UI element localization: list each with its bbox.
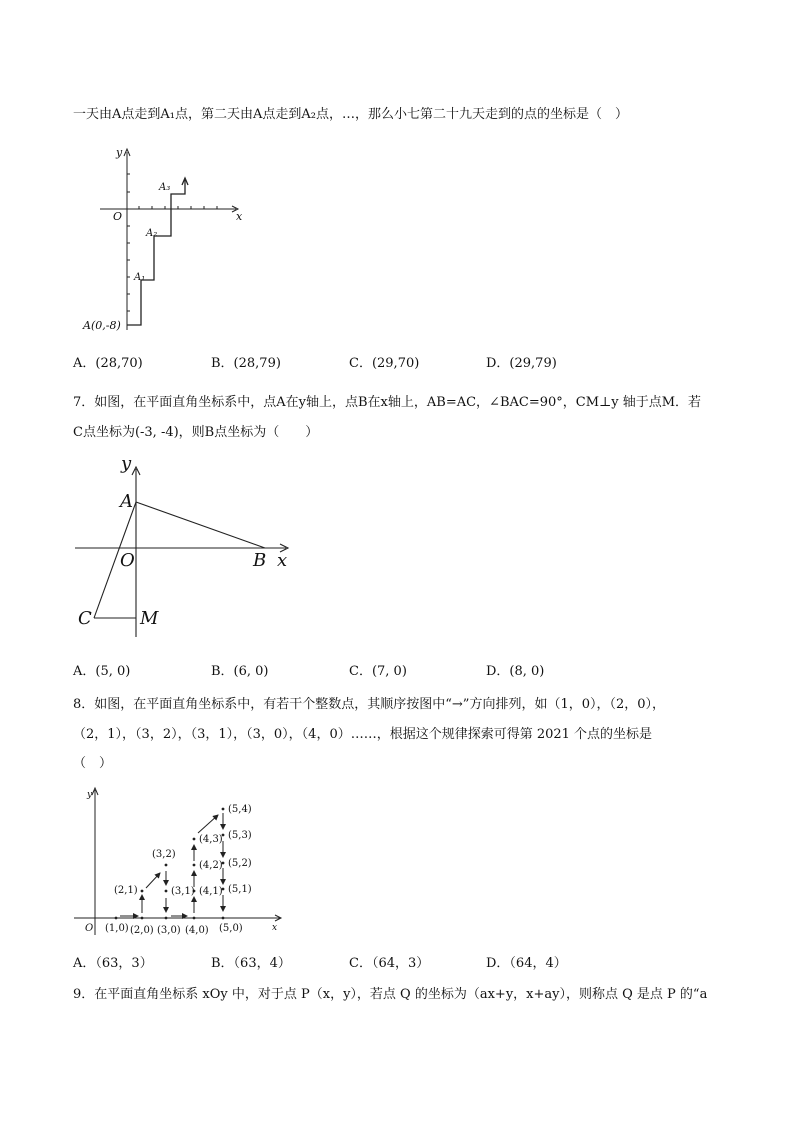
q7-option-c[interactable]: C．(7, 0)	[349, 664, 407, 679]
q6-staircase-figure	[78, 140, 258, 350]
q8-point-label: (5,2)	[228, 858, 252, 869]
q6-option-d[interactable]: D．(29,79)	[486, 356, 557, 371]
q7-segment-ab	[136, 502, 265, 548]
q8-option-b[interactable]: B．（63，4）	[211, 956, 291, 971]
q8-option-c[interactable]: C．（64，3）	[349, 956, 430, 971]
q6-a2-label: A₂	[146, 228, 158, 239]
q7-option-a[interactable]: A．(5, 0)	[73, 664, 131, 679]
q6-y-label: y	[116, 146, 123, 159]
q8-arrow-21-32	[146, 873, 160, 888]
q7-point-c-label: C	[78, 608, 92, 629]
q8-point-label: (3,2)	[152, 849, 176, 860]
q8-point-label: (2,0)	[130, 925, 154, 936]
q6-a-label: A(0,-8)	[83, 319, 121, 332]
q8-point-label: (4,2)	[199, 860, 223, 871]
q6-staircase-path	[127, 180, 185, 325]
q7-option-b[interactable]: B．(6, 0)	[211, 664, 269, 679]
q8-point-label: (4,0)	[185, 925, 209, 936]
q8-text-line1: 8．如图，在平面直角坐标系中，有若干个整数点，其顺序按图中“→”方向排列，如（1，0），（2，0），	[73, 697, 666, 712]
q6-option-b[interactable]: B．(28,79)	[211, 356, 281, 371]
q8-text-line3: （ ）	[73, 756, 113, 771]
q7-option-d[interactable]: D．(8, 0)	[486, 664, 545, 679]
q8-option-a[interactable]: A．（63，3）	[73, 956, 153, 971]
q8-point-label: (5,1)	[228, 884, 252, 895]
q6-origin-label: O	[113, 210, 123, 223]
q6-x-label: x	[236, 210, 243, 223]
q8-point-label: (5,4)	[228, 804, 252, 815]
q6-option-c[interactable]: C．(29,70)	[349, 356, 420, 371]
q8-arrow-43-54	[198, 815, 218, 833]
q7-text-line2: C点坐标为(-3, -4)，则B点坐标为（ ）	[73, 425, 319, 440]
q7-triangle-figure	[70, 455, 310, 645]
q7-point-m-label: M	[140, 608, 159, 629]
q7-point-a-label: A	[120, 491, 133, 512]
q6-text-line1: 一天由A点走到A₁点，第二天由A点走到A₂点，…，那么小七第二十九天走到的点的坐标是（ ）	[73, 107, 628, 122]
q6-a1-label: A₁	[134, 272, 146, 283]
q8-point-label: (4,1)	[199, 886, 223, 897]
q6-option-a[interactable]: A．(28,70)	[73, 356, 143, 371]
q8-point-label: (5,3)	[228, 830, 252, 841]
q8-point-label: (1,0)	[105, 923, 129, 934]
q8-point-label: (2,1)	[114, 885, 138, 896]
q8-option-d[interactable]: D．（64，4）	[486, 956, 567, 971]
q7-x-label: x	[277, 550, 288, 571]
q6-a3-label: A₃	[159, 182, 171, 193]
q8-text-line2: （2，1），（3，2），（3，1），（3，0），（4，0）……，根据这个规律探索可得第 2021 个点的坐标是	[73, 727, 653, 742]
q8-origin-label: O	[85, 923, 94, 934]
q7-point-b-label: B	[253, 550, 267, 571]
q7-text-line1: 7．如图，在平面直角坐标系中，点A在y轴上，点B在x轴上，AB=AC，∠BAC=90°，CM⊥y 轴于点M．若	[73, 395, 702, 410]
q8-point-label: (4,3)	[199, 834, 223, 845]
q8-point-label: (3,0)	[157, 925, 181, 936]
q9-text-line1: 9．在平面直角坐标系 xOy 中，对于点 P（x，y），若点 Q 的坐标为（ax+y，x+ay），则称点 Q 是点 P 的“a	[73, 987, 708, 1002]
q8-point-label: (3,1)	[171, 886, 195, 897]
q8-point-label: (5,0)	[219, 923, 243, 934]
q7-origin-label: O	[120, 550, 135, 571]
q7-y-label: y	[121, 453, 132, 474]
q8-lattice-figure	[72, 785, 292, 945]
q8-x-label: x	[272, 923, 278, 933]
q8-y-label: y	[87, 790, 93, 800]
